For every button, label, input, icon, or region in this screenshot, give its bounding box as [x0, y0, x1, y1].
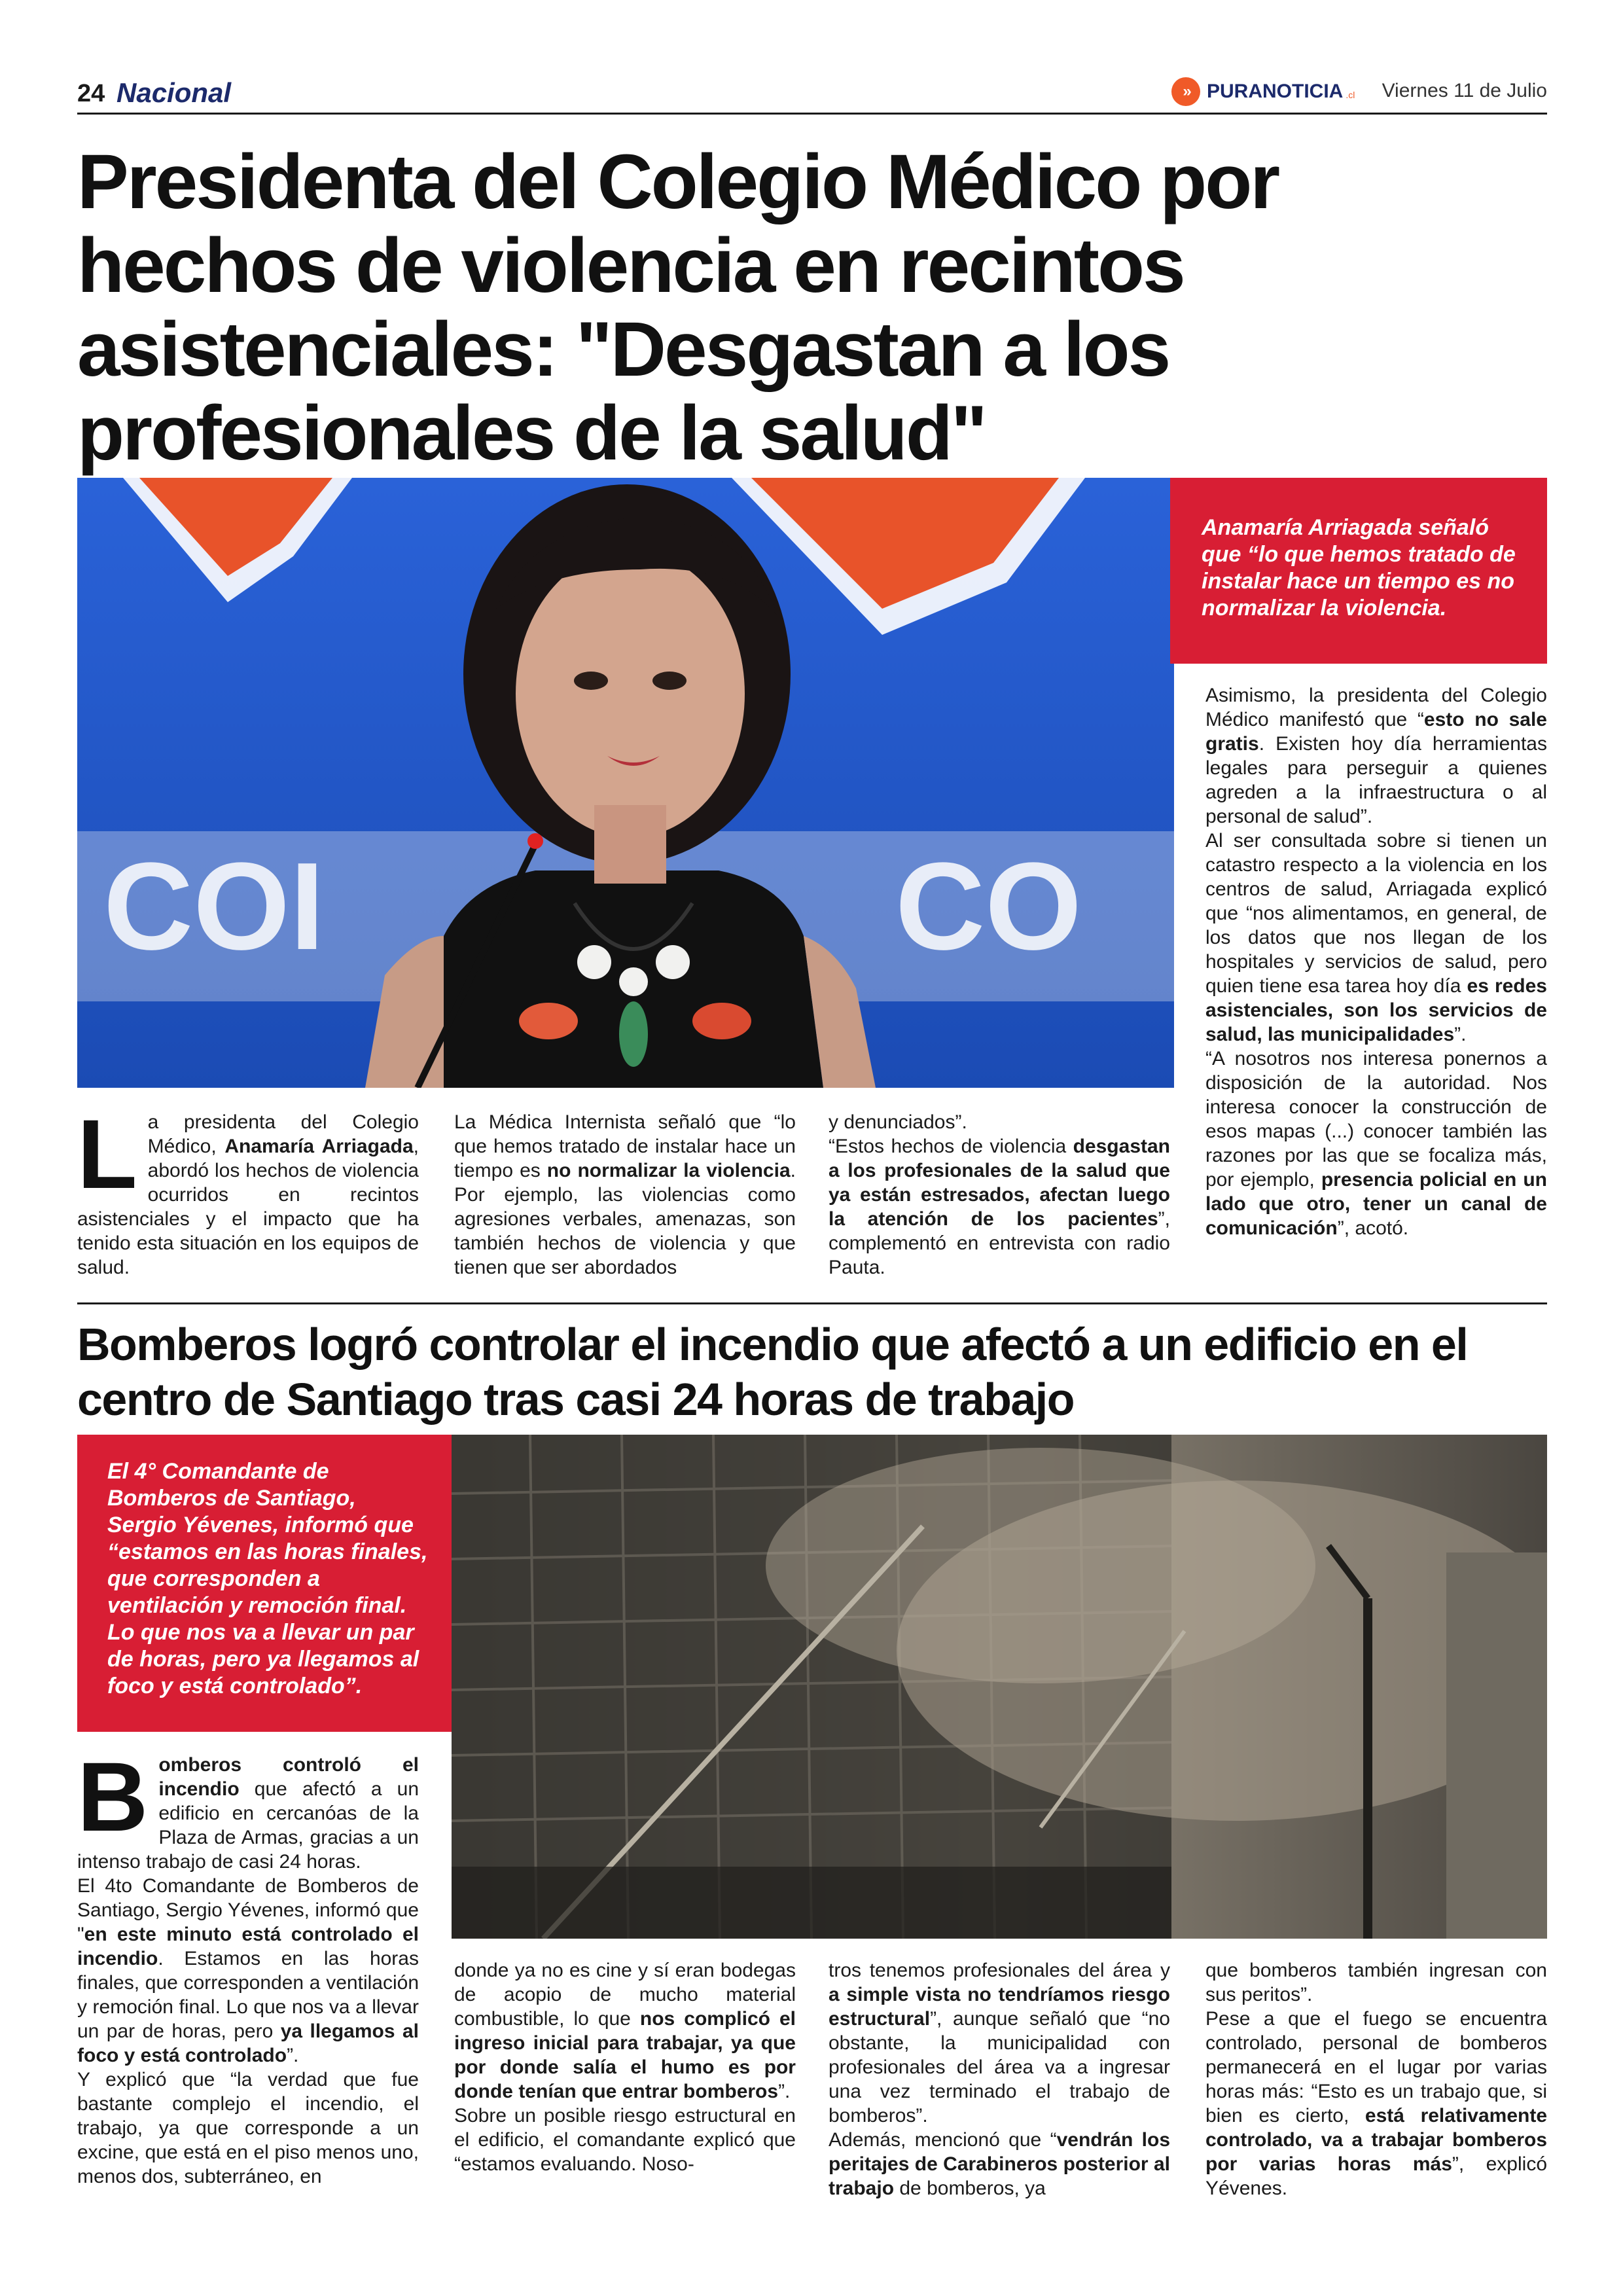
article2-column-4 [1205, 1958, 1547, 2200]
text-run: Además, mencionó que “ [829, 2129, 1057, 2151]
article1-column-1 [77, 1099, 419, 1280]
text-run: Y explicó que “la verdad que fue bastante complejo el incendio, el trabajo, ya que corresponde a un excine, que está en el piso menos uno, menos dos, subterráneo, en [77, 2069, 419, 2187]
page-number: 24 [77, 80, 105, 107]
brand-chevron-icon: » [1171, 77, 1200, 106]
text-run: Asimismo, la presidenta del Colegio Médico manifestó que “ [1205, 685, 1547, 730]
section-name: Nacional [116, 77, 232, 108]
text-run: de bomberos, ya [894, 2178, 1046, 2199]
text-run: donde ya no es cine y sí eran bodegas de acopio de mucho material combustible, lo que [454, 1960, 796, 2030]
article2-headline: Bomberos logró controlar el incendio que afectó a un edificio en el centro de Santiago tras casi 24 horas de trabajo [77, 1319, 1468, 1425]
building-fire-image [452, 1435, 1547, 1939]
text-run: ”. [287, 2045, 299, 2066]
brand-logo[interactable] [1171, 77, 1355, 106]
doctor-portrait-image [77, 478, 1174, 1088]
article-divider [77, 1302, 1547, 1304]
article1-photo [77, 478, 1174, 1088]
bold-text-run: vendrán los peritajes de Carabineros posterior al trabajo [829, 2129, 1171, 2199]
article2-column-2 [454, 1958, 796, 2176]
text-run: Pese a que el fuego se encuentra controlado, personal de bomberos permanecerá en el lugar por varias horas más: “Esto es un trabajo que, si bien es cierto, [1205, 2008, 1547, 2126]
bold-text-run: esto no sale gratis [1205, 709, 1547, 755]
text-run: que bomberos también ingresan con sus peritos”. [1205, 1960, 1547, 2005]
article1-column-2 [454, 1110, 796, 1280]
article2-column-3 [829, 1958, 1170, 2200]
bold-text-run: Anamaría Arriagada [224, 1136, 414, 1157]
text-run: ”, complementó en entrevista con radio Pauta. [829, 1208, 1170, 1278]
article2-photo [452, 1435, 1547, 1939]
text-run: . Existen hoy día herramientas legales para perseguir a quienes agreden a la infraestructura o al personal de salud”. [1205, 733, 1547, 827]
article1-pull-quote: Anamaría Arriagada señaló que “lo que hemos tratado de instalar hace un tiempo es no normalizar la violencia. [1170, 478, 1547, 664]
text-run: “A nosotros nos interesa ponernos a disposición de la autoridad. Nos interesa conocer la construcción de esos mapas (...) conocer también las razones por las que se focaliza más, por ejemplo, [1205, 1048, 1547, 1191]
svg-text:CO: CO [895, 837, 1082, 976]
text-run: ”, acotó. [1337, 1217, 1409, 1239]
brand-name: PURANOTICIA [1207, 81, 1344, 102]
bold-text-run: omberos controló el incendio [158, 1754, 419, 1800]
bold-text-run: es redes asistenciales, son los servicios de salud, las municipalidades [1205, 975, 1547, 1045]
svg-text:COI: COI [103, 837, 325, 976]
text-run: a presidenta del Colegio Médico, [147, 1111, 419, 1157]
text-run: ”, aunque señaló que “no obstante, la municipalidad con profesionales del área va a ingresar una vez terminado el trabajo de bomberos”. [829, 2008, 1170, 2126]
brand-suffix: .cl [1346, 90, 1355, 100]
bold-text-run: presencia policial en un lado que otro, tener un canal de comunicación [1205, 1169, 1547, 1239]
text-run: y denunciados”. [829, 1111, 967, 1133]
text-run: . Por ejemplo, las violencias como agresiones verbales, amenazas, son también hechos de violencia y que tienen que ser abordados [454, 1160, 796, 1278]
bold-text-run: desgastan a los profesionales de la salud que ya están estresados, afectan luego la atención de los pacientes [829, 1136, 1170, 1230]
text-run: La Médica Internista señaló que “lo que hemos tratado de instalar hace un tiempo es [454, 1111, 796, 1181]
article1-column-4 [1205, 683, 1547, 1240]
article1-column-3 [829, 1110, 1170, 1280]
header-rule [77, 113, 1547, 115]
text-run: ”, explicó Yévenes. [1205, 2153, 1547, 2199]
bold-text-run: nos complicó el ingreso inicial para trabajar, ya que por donde salía el humo es por donde tenían que entrar bomberos [454, 2008, 796, 2102]
text-run: Al ser consultada sobre si tienen un catastro respecto a la violencia en los centros de salud, Arriagada explicó que “nos alimentamos, en general, de los datos que nos llegan de los hospitales y servicios de salud, pero quien tiene esa tarea hoy día [1205, 830, 1547, 997]
text-run: , abordó los hechos de violencia ocurridos en recintos asistenciales y el impacto que ha tenido esta situación en los equipos de salud. [77, 1136, 419, 1278]
bold-text-run: en este minuto está controlado el incendio [77, 1924, 419, 1969]
article2-column-1 [77, 1742, 419, 2189]
text-run: ”. [1454, 1024, 1467, 1045]
bold-text-run: ya llegamos al foco y está controlado [77, 2020, 419, 2066]
article1-dropcap: L [77, 1099, 137, 1209]
text-run: que afectó a un edificio en cercanóas de la Plaza de Armas, gracias a un intenso trabajo de casi 24 horas. [77, 1778, 419, 1873]
text-run: . Estamos en las horas finales, que corresponden a ventilación y remoción final. Lo que nos va a llevar un par de horas, pero [77, 1948, 419, 2042]
text-run: tros tenemos profesionales del área y [829, 1960, 1170, 1981]
issue-date: Viernes 11 de Julio [1382, 80, 1547, 101]
text-run: “Estos hechos de violencia [829, 1136, 1073, 1157]
text-run: El 4to Comandante de Bomberos de Santiago, Sergio Yévenes, informó que " [77, 1875, 419, 1945]
article2-pull-quote: El 4° Comandante de Bomberos de Santiago, Sergio Yévenes, informó que “estamos en las horas finales, que corresponden a ventilación y remoción final. Lo que nos va a llevar un par de horas, pero ya llegamos al foco y está controlado”. [77, 1435, 452, 1732]
text-run: Sobre un posible riesgo estructural en el edificio, el comandante explicó que “estamos evaluando. Noso- [454, 2105, 796, 2175]
article1-headline: Presidenta del Colegio Médico por hechos de violencia en recintos asistenciales: "Desgastan a los profesionales de la salud" [77, 139, 1279, 476]
bold-text-run: no normalizar la violencia [546, 1160, 791, 1181]
article2-dropcap: B [77, 1742, 149, 1852]
bold-text-run: está relativamente controlado, va a trabajar bomberos por varias horas más [1205, 2105, 1548, 2175]
bold-text-run: a simple vista no tendríamos riesgo estructural [829, 1984, 1170, 2030]
text-run: ”. [778, 2081, 791, 2102]
